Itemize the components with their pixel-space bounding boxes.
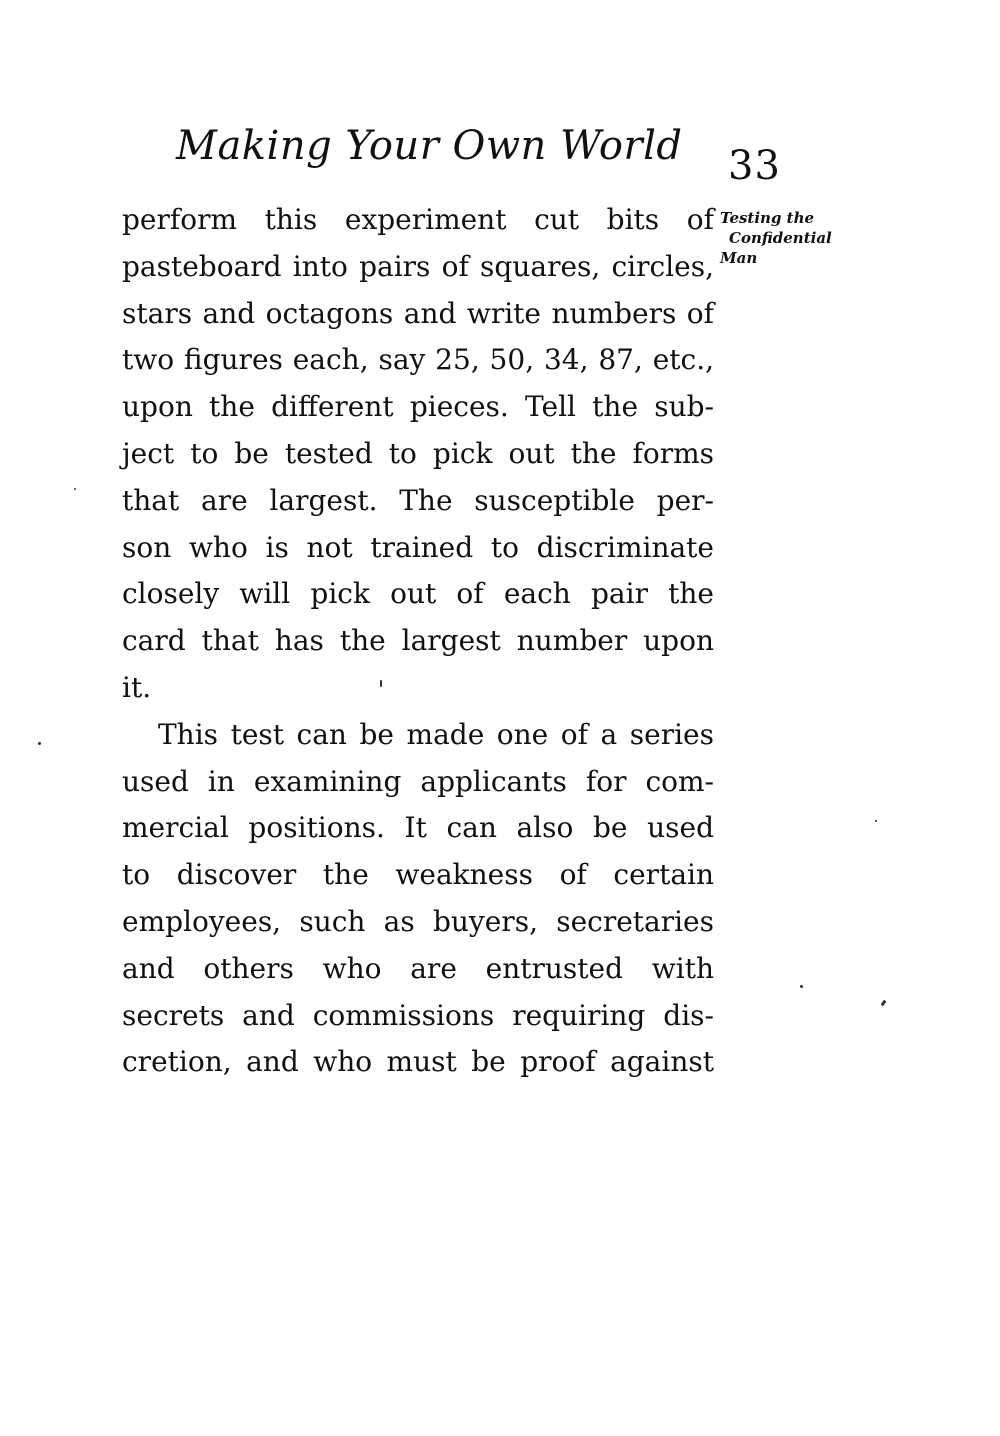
text-line: cretion, and who must be proof against bbox=[122, 1045, 714, 1079]
text-line: and others who are entrusted with bbox=[122, 951, 714, 985]
text-line: ject to be tested to pick out the forms bbox=[122, 436, 714, 470]
text-line: mercial positions. It can also be used bbox=[122, 811, 714, 845]
text-line: This test can be made one of a series bbox=[158, 717, 714, 751]
text-line: secrets and commissions requiring dis- bbox=[122, 998, 714, 1032]
text-line: card that has the largest number upon bbox=[122, 624, 714, 658]
marginal-note bbox=[720, 208, 870, 268]
paragraph bbox=[122, 197, 714, 712]
text-line: it. bbox=[122, 670, 152, 704]
text-line: closely will pick out of each pair the bbox=[122, 577, 714, 611]
text-line: used in examining applicants for com- bbox=[122, 764, 714, 798]
text-line: that are largest. The susceptible per- bbox=[122, 483, 714, 517]
scan-speck bbox=[875, 820, 877, 822]
text-line: pasteboard into pairs of squares, circles, bbox=[122, 249, 714, 283]
scan-speck bbox=[380, 680, 382, 687]
scan-speck bbox=[74, 488, 76, 490]
paragraph bbox=[122, 712, 714, 1086]
scan-speck bbox=[881, 1000, 887, 1007]
scan-speck bbox=[800, 985, 803, 988]
text-line: employees, such as buyers, secretaries bbox=[122, 904, 714, 938]
marginal-note-line: Man bbox=[720, 249, 758, 267]
scan-speck bbox=[38, 742, 41, 745]
page-number: 33 bbox=[728, 143, 781, 189]
marginal-note-line: Testing the bbox=[720, 209, 815, 227]
text-line: two figures each, say 25, 50, 34, 87, etc., bbox=[122, 343, 714, 377]
text-line: perform this experiment cut bits of bbox=[122, 203, 714, 236]
text-line: son who is not trained to discriminate bbox=[122, 530, 714, 564]
text-line: to discover the weakness of certain bbox=[122, 858, 714, 892]
body-text bbox=[122, 197, 714, 1086]
running-head: Making Your Own World bbox=[176, 123, 683, 169]
text-line: upon the different pieces. Tell the sub- bbox=[122, 390, 714, 424]
text-line: stars and octagons and write numbers of bbox=[122, 296, 714, 330]
marginal-note-line: Confidential bbox=[729, 229, 832, 247]
